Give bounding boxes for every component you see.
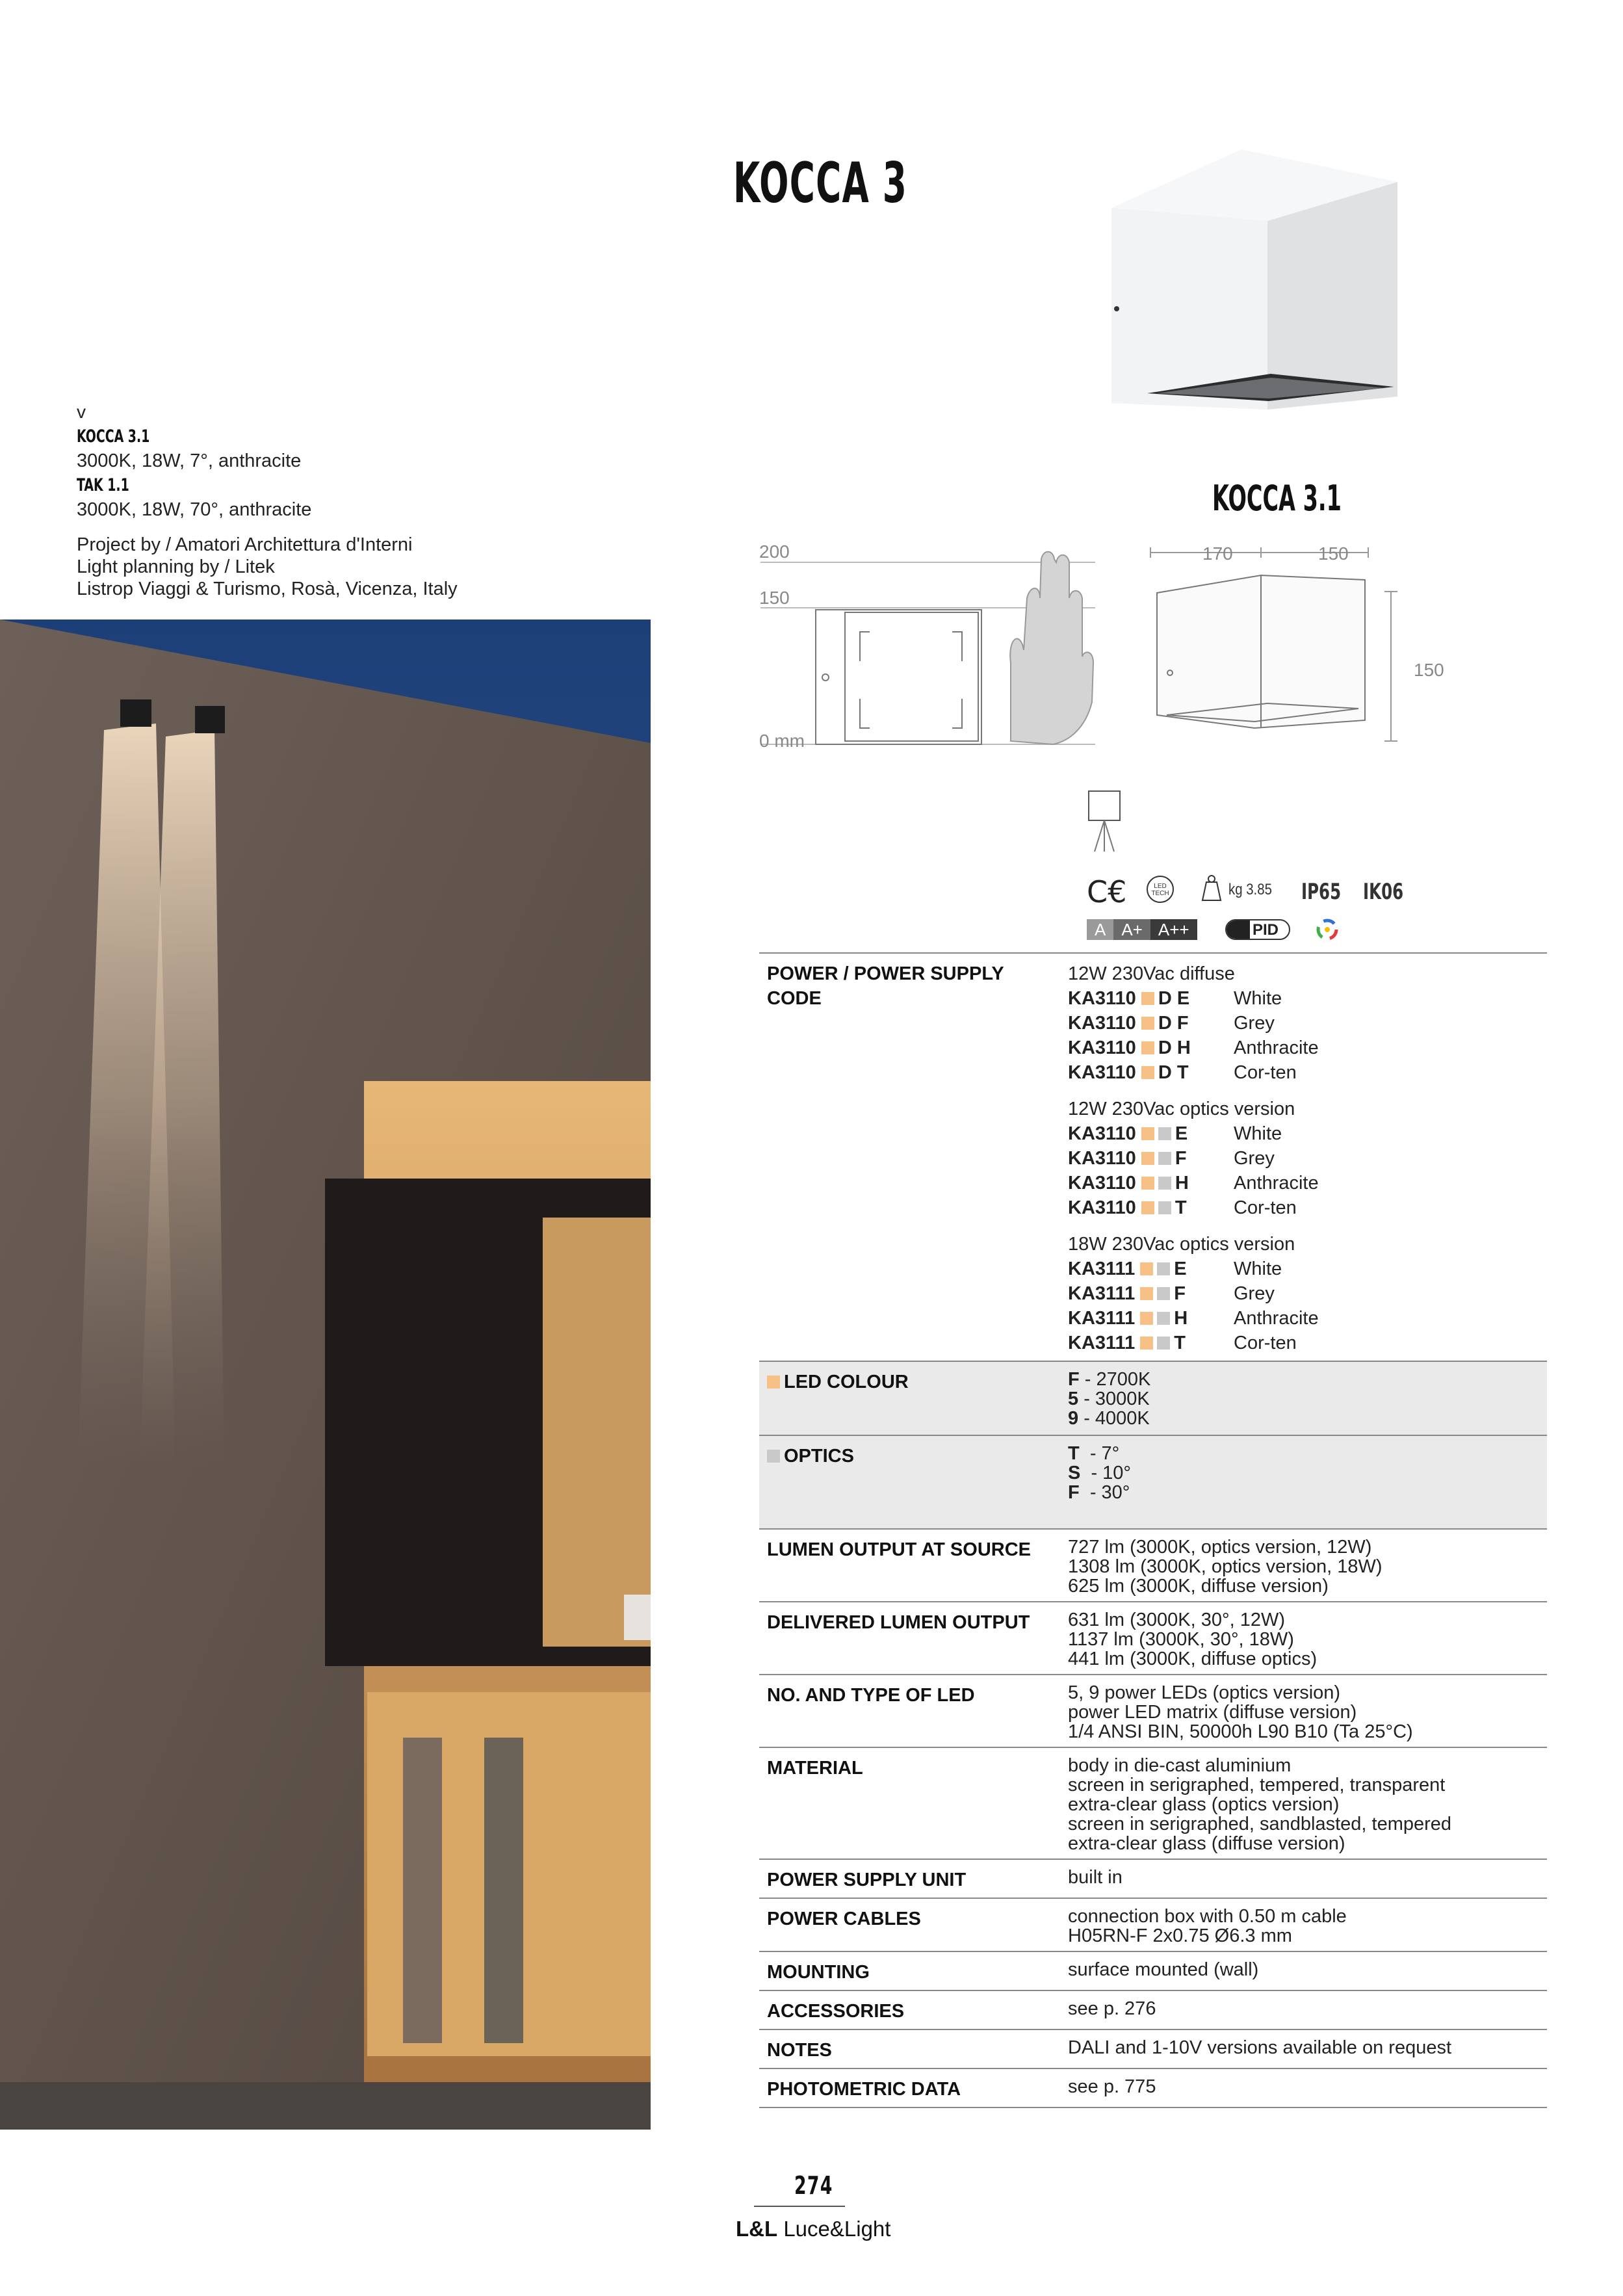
page-title: KOCCA 3: [733, 151, 908, 216]
spec-row: MOUNTING surface mounted (wall): [759, 1951, 1547, 1990]
spec-label: POWER / POWER SUPPLY: [767, 963, 1004, 984]
caption-marker: v: [77, 402, 86, 422]
code-suffix: D H: [1158, 1037, 1191, 1058]
product-code: KA3110: [1068, 1197, 1136, 1218]
optics-option: S - 10°: [1068, 1463, 1132, 1483]
led-colour-option: F - 2700K: [1068, 1369, 1151, 1390]
led-colour-option: 9 - 4000K: [1068, 1408, 1150, 1429]
finish: White: [1234, 1259, 1282, 1279]
dimension-height: 150: [1414, 660, 1444, 680]
pid-label: PID: [1253, 921, 1279, 939]
product-code: KA3110: [1068, 1013, 1136, 1034]
code-suffix: F: [1174, 1283, 1186, 1304]
spec-label: MOUNTING: [767, 1962, 870, 1983]
code-line: [1068, 1011, 1547, 1036]
spec-row: LUMEN OUTPUT AT SOURCE 727 lm (3000K, optics version, 12W) 1308 lm (3000K, optics version, 18W) 625 lm (3000K, diffuse version): [759, 1528, 1547, 1601]
dimension-drawings: [741, 533, 1430, 748]
code-line: [1068, 1036, 1547, 1060]
spec-row-power: [759, 952, 1547, 1361]
finish: Cor-ten: [1234, 1062, 1297, 1083]
finish: Anthracite: [1234, 1173, 1319, 1194]
spec-label: NO. AND TYPE OF LED: [767, 1685, 975, 1706]
spec-row-optics: [759, 1435, 1547, 1528]
finish: White: [1234, 1123, 1282, 1144]
spec-label: DELIVERED LUMEN OUTPUT: [767, 1612, 1030, 1633]
code-suffix: T: [1175, 1197, 1187, 1218]
product-code: KA3111: [1068, 1259, 1136, 1279]
product-code: KA3110: [1068, 1037, 1136, 1058]
ce-mark-icon: C€: [1087, 874, 1127, 909]
version-label: 12W 230Vac diffuse: [1068, 963, 1235, 984]
product-code: KA3111: [1068, 1308, 1136, 1329]
product-title: KOCCA 3.1: [1212, 478, 1342, 519]
dimension-scale: 150: [759, 588, 790, 608]
caption-item-spec: 3000K, 18W, 7°, anthracite: [77, 450, 302, 471]
spec-row: ACCESSORIES see p. 276: [759, 1990, 1547, 2029]
code-line: [1068, 1121, 1547, 1146]
spec-label: LUMEN OUTPUT AT SOURCE: [767, 1539, 1031, 1560]
finish: Grey: [1234, 1013, 1275, 1034]
pid-badge: [1225, 919, 1290, 940]
code-suffix: E: [1175, 1123, 1188, 1144]
product-code: KA3111: [1068, 1333, 1136, 1353]
product-code: KA3110: [1068, 1123, 1136, 1144]
page-number: 274: [794, 2171, 833, 2200]
caption-credit: Listrop Viaggi & Turismo, Rosà, Vicenza, Italy: [77, 579, 458, 599]
dimension-scale: 200: [759, 541, 790, 562]
code-line: [1068, 1195, 1547, 1220]
caption-item-spec: 3000K, 18W, 70°, anthracite: [77, 499, 312, 520]
optics-option: F - 30°: [1068, 1482, 1130, 1503]
code-group: [1068, 1097, 1547, 1220]
footer-divider: [754, 2206, 845, 2207]
spec-label: LED COLOUR: [784, 1372, 909, 1392]
finish: Anthracite: [1234, 1308, 1319, 1329]
installation-photo: [0, 620, 651, 2130]
code-suffix: D F: [1158, 1013, 1189, 1034]
caption-item-name: TAK 1.1: [77, 475, 129, 495]
weight-icon: [1197, 874, 1226, 902]
brand-bold: L&L: [736, 2217, 778, 2241]
code-line: [1068, 1331, 1547, 1355]
code-suffix: H: [1175, 1173, 1189, 1194]
code-group: [1068, 961, 1547, 1085]
energy-class: A+: [1113, 919, 1150, 940]
finish: Grey: [1234, 1148, 1275, 1169]
spec-row: MATERIAL body in die-cast aluminium screen in serigraphed, tempered, transparent extra-clear glass (optics version) screen in serigraphed, sandblasted, tempered extra-clear glass (diffuse version): [759, 1747, 1547, 1859]
code-suffix: H: [1174, 1308, 1188, 1329]
spec-row: NO. AND TYPE OF LED 5, 9 power LEDs (optics version) power LED matrix (diffuse version) 1/4 ANSI BIN, 50000h L90 B10 (Ta 25°C): [759, 1674, 1547, 1747]
spec-label: MATERIAL: [767, 1758, 863, 1779]
product-code: KA3110: [1068, 988, 1136, 1009]
code-suffix: T: [1174, 1333, 1186, 1353]
led-colour-option: 5 - 3000K: [1068, 1389, 1150, 1409]
pid-icon: [1227, 920, 1250, 939]
spec-label: ACCESSORIES: [767, 2001, 905, 2022]
finish: Anthracite: [1234, 1037, 1319, 1058]
spec-label: OPTICS: [784, 1446, 854, 1467]
finish: Cor-ten: [1234, 1197, 1297, 1218]
finish: Cor-ten: [1234, 1333, 1297, 1353]
product-code: KA3111: [1068, 1283, 1136, 1304]
wall-mount-icon: [1085, 790, 1124, 855]
code-line: [1068, 1060, 1547, 1085]
product-code: KA3110: [1068, 1148, 1136, 1169]
product-code: KA3110: [1068, 1173, 1136, 1194]
spec-row: PHOTOMETRIC DATA see p. 775: [759, 2068, 1547, 2108]
spec-row: NOTES DALI and 1-10V versions available on request: [759, 2029, 1547, 2068]
product-image: [1098, 146, 1410, 419]
brand-logo: [736, 2217, 890, 2241]
optics-option: T - 7°: [1068, 1443, 1120, 1464]
spec-label: CODE: [767, 988, 822, 1009]
code-line: [1068, 1306, 1547, 1331]
code-suffix: D T: [1158, 1062, 1189, 1083]
finish: White: [1234, 988, 1282, 1009]
spec-label: PHOTOMETRIC DATA: [767, 2079, 961, 2100]
code-line: [1068, 1257, 1547, 1281]
code-line: [1068, 1171, 1547, 1195]
code-suffix: F: [1175, 1148, 1187, 1169]
finish: Grey: [1234, 1283, 1275, 1304]
energy-class: A++: [1150, 919, 1197, 940]
code-group: [1068, 1232, 1547, 1355]
code-suffix: D E: [1158, 988, 1190, 1009]
code-line: [1068, 1146, 1547, 1171]
dimension-width: 170: [1202, 543, 1233, 564]
caption-credit: Project by / Amatori Architettura d'Interni: [77, 534, 413, 555]
spec-row: POWER SUPPLY UNIT built in: [759, 1859, 1547, 1898]
dimension-depth: 150: [1318, 543, 1349, 564]
caption-item-name: KOCCA 3.1: [77, 426, 150, 447]
code-line: [1068, 986, 1547, 1011]
version-label: 18W 230Vac optics version: [1068, 1234, 1295, 1255]
code-line: [1068, 1281, 1547, 1306]
spec-label: POWER CABLES: [767, 1909, 921, 1929]
dimension-scale: 0 mm: [759, 731, 805, 751]
code-suffix: E: [1174, 1259, 1187, 1279]
caption-credit: Light planning by / Litek: [77, 556, 275, 577]
product-code: KA3110: [1068, 1062, 1136, 1083]
spec-row: DELIVERED LUMEN OUTPUT 631 lm (3000K, 30°, 12W) 1137 lm (3000K, 30°, 18W) 441 lm (3000K, diffuse optics): [759, 1601, 1547, 1674]
spec-table: [759, 952, 1547, 2108]
spec-label: POWER SUPPLY UNIT: [767, 1870, 967, 1890]
energy-class: A: [1087, 919, 1113, 940]
version-label: 12W 230Vac optics version: [1068, 1099, 1295, 1119]
ip-rating: IP65: [1301, 879, 1342, 905]
ik-rating: IK06: [1363, 879, 1404, 905]
spec-label: NOTES: [767, 2040, 832, 2061]
weight-value: kg 3.85: [1228, 881, 1272, 898]
spec-row-led-colour: [759, 1361, 1547, 1435]
energy-class-bar: [1087, 919, 1197, 940]
led-tech-label: LED TECH: [1151, 883, 1169, 897]
rgb-icon: [1314, 917, 1340, 943]
brand-name: Luce&Light: [777, 2217, 891, 2241]
spec-row: POWER CABLES connection box with 0.50 m cable H05RN-F 2x0.75 Ø6.3 mm: [759, 1898, 1547, 1951]
